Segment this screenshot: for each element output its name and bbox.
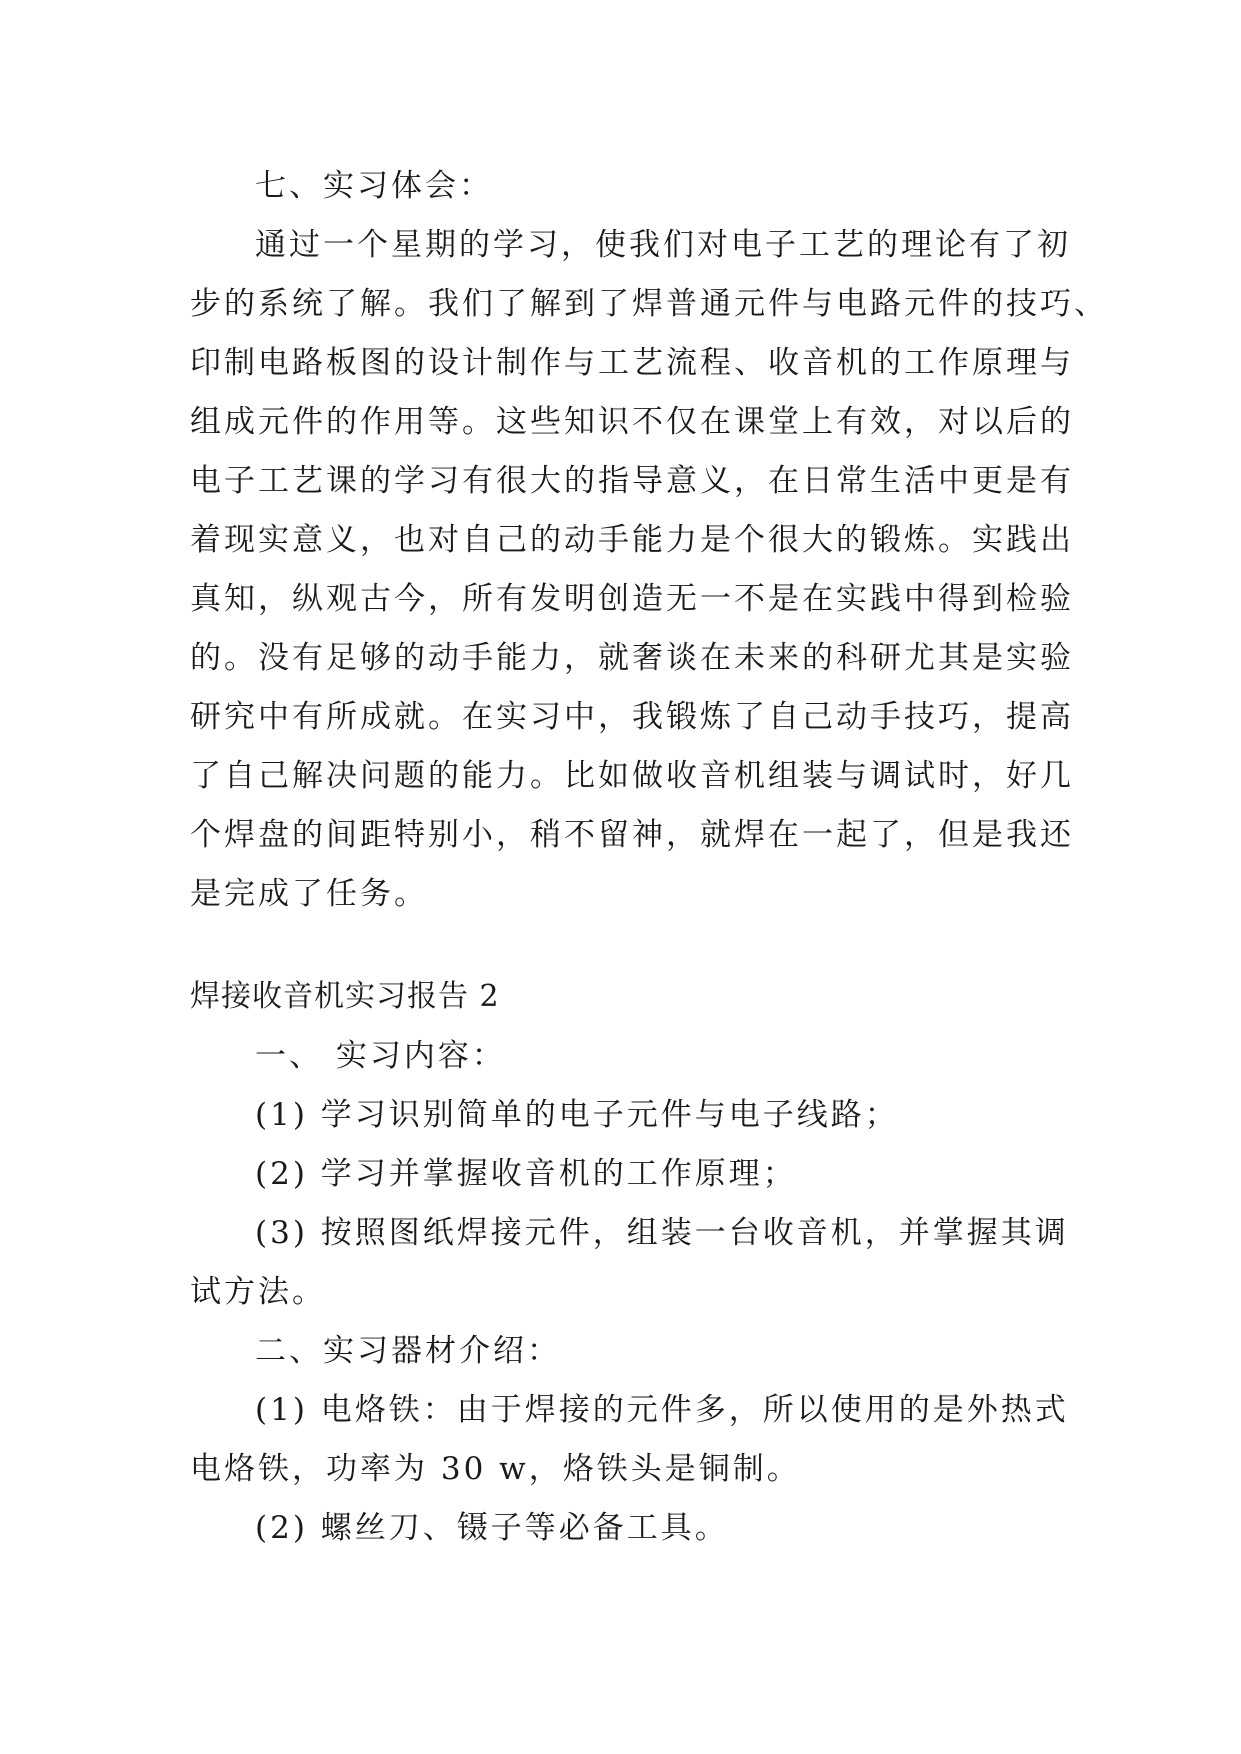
- paragraph-line: 真知，纵观古今，所有发明创造无一不是在实践中得到检验: [190, 581, 1074, 617]
- paragraph-line: 印制电路板图的设计制作与工艺流程、收音机的工作原理与: [190, 345, 1074, 381]
- list-item: (3) 按照图纸焊接元件，组装一台收音机，并掌握其调: [255, 1215, 1069, 1251]
- list-item-continuation: 试方法。: [190, 1274, 326, 1310]
- list-item: (2) 螺丝刀、镊子等必备工具。: [255, 1510, 729, 1546]
- paragraph-line: 是完成了任务。: [190, 876, 428, 912]
- section-heading: 一、 实习内容：: [255, 1038, 506, 1074]
- list-item: (2) 学习并掌握收音机的工作原理；: [255, 1156, 797, 1192]
- list-item: (1) 电烙铁：由于焊接的元件多，所以使用的是外热式: [255, 1392, 1069, 1428]
- paragraph-line: 电子工艺课的学习有很大的指导意义，在日常生活中更是有: [190, 463, 1074, 499]
- paragraph-line: 个焊盘的间距特别小，稍不留神，就焊在一起了，但是我还: [190, 817, 1074, 853]
- report-title: 焊接收音机实习报告 2: [190, 979, 500, 1014]
- paragraph-line: 着现实意义，也对自己的动手能力是个很大的锻炼。实践出: [190, 522, 1074, 558]
- paragraph-line: 的。没有足够的动手能力，就奢谈在未来的科研尤其是实验: [190, 640, 1074, 676]
- list-item-continuation: 电烙铁，功率为 30 w，烙铁头是铜制。: [190, 1451, 801, 1487]
- paragraph-line: 步的系统了解。我们了解到了焊普通元件与电路元件的技巧、: [190, 286, 1108, 322]
- list-item: (1) 学习识别简单的电子元件与电子线路；: [255, 1097, 899, 1133]
- paragraph-line: 组成元件的作用等。这些知识不仅在课堂上有效，对以后的: [190, 404, 1074, 440]
- paragraph-line: 通过一个星期的学习，使我们对电子工艺的理论有了初: [255, 227, 1071, 263]
- section-heading: 七、实习体会：: [255, 168, 493, 204]
- section-heading: 二、实习器材介绍：: [255, 1333, 561, 1369]
- paragraph-line: 了自己解决问题的能力。比如做收音机组装与调试时，好几: [190, 758, 1074, 794]
- paragraph-line: 研究中有所成就。在实习中，我锻炼了自己动手技巧，提高: [190, 699, 1074, 735]
